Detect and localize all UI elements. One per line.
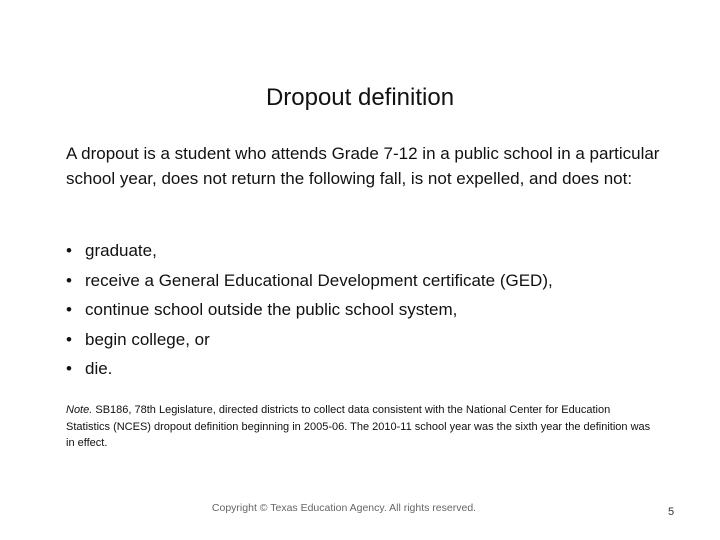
bullet-text: die.	[85, 359, 113, 378]
list-item	[66, 354, 666, 384]
page-number: 5	[668, 506, 675, 518]
bullet-list	[66, 236, 666, 384]
bullet-text: continue school outside the public school system,	[85, 300, 458, 319]
list-item	[66, 236, 666, 266]
intro-paragraph: A dropout is a student who attends Grade 7-12 in a public school in a particular school year, does not return the following fall, is not expelled, and does not:	[66, 144, 660, 188]
slide-title: Dropout definition	[265, 84, 455, 111]
footnote-text: SB186, 78th Legislature, directed districts to collect data consistent with the National Center for Education Statistics (NCES) dropout definition beginning in 2005-06. The 2010-11 school year was the sixth year the definition was in effect.	[66, 404, 651, 449]
bullet-marker: •	[66, 300, 72, 319]
bullet-marker: •	[66, 270, 72, 290]
bullet-marker: •	[66, 241, 72, 260]
bullet-text: begin college, or	[85, 329, 210, 349]
bullet-text: receive a General Educational Development certificate (GED),	[85, 270, 553, 290]
copyright-notice: Copyright © Texas Education Agency. All rights reserved.	[211, 502, 477, 514]
bullet-marker: •	[66, 359, 72, 378]
list-item	[66, 295, 666, 325]
list-item	[66, 325, 666, 355]
footnote-lead: Note.	[66, 404, 93, 416]
bullet-marker: •	[66, 329, 72, 349]
bullet-text: graduate,	[85, 241, 157, 260]
footnote	[66, 402, 656, 452]
list-item	[66, 266, 666, 296]
